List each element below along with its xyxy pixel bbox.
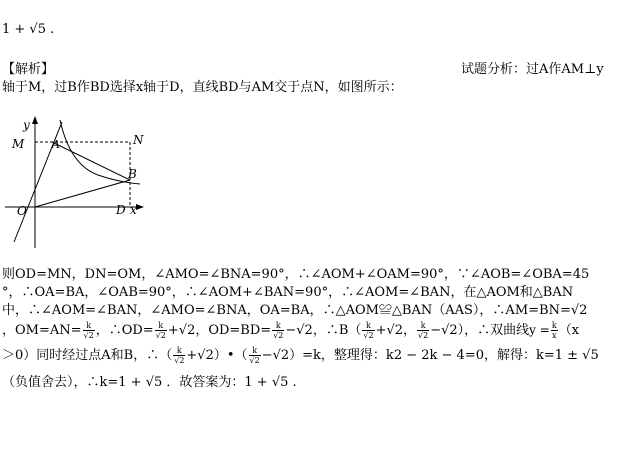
line6-part-d: −√2，∴B（	[285, 323, 362, 338]
fraction-k-over-root2: $\frac{k}{√2}$	[174, 346, 185, 365]
line7-part-c: −√2）=k，整理得：k2 − 2k − 4=0，解得：k=1 ± √5	[261, 348, 599, 363]
line7-part-a: ＞0）同时经过点A和B，∴（	[2, 348, 173, 363]
line6-part-f: −√2），∴双曲线	[430, 323, 530, 338]
point-b-label: B	[128, 167, 137, 181]
solution-line-3: 则OD=MN，DN=OM，∠AMO=∠BNA=90°，∴∠AOM+∠OAM=90°，∵∠AOB=∠OBA=45	[2, 267, 590, 282]
fraction-k-over-x: $\frac{k}{x}$	[551, 321, 557, 340]
fraction-k-over-root2: $\frac{k}{√2}$	[249, 346, 260, 365]
y-axis-arrow	[32, 116, 38, 124]
solution-line-1: 轴于M，过B作BD选择x轴于D，直线BD与AM交于点N，如图所示：	[2, 80, 403, 95]
origin-label: O	[17, 204, 27, 218]
line6-part-b: ，∴OD=	[95, 323, 154, 338]
point-a-label: A	[52, 138, 60, 151]
line6-part-a: ，OM=AN=	[2, 323, 82, 338]
fraction-k-over-root2: $\frac{k}{√2}$	[418, 321, 429, 340]
line7-part-b: +√2）•（	[186, 348, 248, 363]
fraction-k-over-root2: $\frac{k}{√2}$	[273, 321, 284, 340]
x-axis-arrow	[136, 204, 144, 210]
point-d-label: D	[116, 203, 126, 217]
solution-label: 【解析】	[2, 62, 55, 77]
line6-part-c: +√2，OD=BD=	[167, 323, 272, 338]
solution-line-6	[2, 319, 579, 342]
solution-line-8: （负值舍去），∴k=1 + √5 ．故答案为：1 + √5 .	[2, 375, 297, 390]
line6-part-e: +√2，	[375, 323, 417, 338]
point-m-label: M	[12, 137, 25, 151]
solution-line-7	[2, 345, 599, 367]
line6-part-g: （x	[558, 323, 580, 338]
fraction-k-over-root2: $\frac{k}{√2}$	[83, 321, 94, 340]
solution-line-5: 中，∴∠AOM=∠BAN，∠AMO=∠BNA，OA=BA，∴△AOM≌△BAN（AAS），∴AM=BN=√2	[2, 303, 588, 318]
fraction-k-over-root2: $\frac{k}{√2}$	[155, 321, 166, 340]
y-axis-label: y	[23, 118, 30, 132]
hyperbola-lhs: y =	[529, 323, 550, 337]
solution-line-4: °，∴OA=BA，∠OAB=90°，∴∠AOM+∠BAN=90°，∴∠AOM=∠BAN，在△AOM和△BAN	[2, 285, 574, 300]
x-axis-label: x	[130, 203, 137, 217]
coordinate-figure	[0, 110, 160, 250]
fraction-k-over-root2: $\frac{k}{√2}$	[363, 321, 374, 340]
top-answer-line: 1 + √5 .	[2, 22, 55, 37]
segment-ab	[52, 142, 130, 180]
analysis-prefix: 试题分析：过A作AM⊥y	[461, 62, 604, 77]
point-n-label: N	[133, 133, 144, 147]
